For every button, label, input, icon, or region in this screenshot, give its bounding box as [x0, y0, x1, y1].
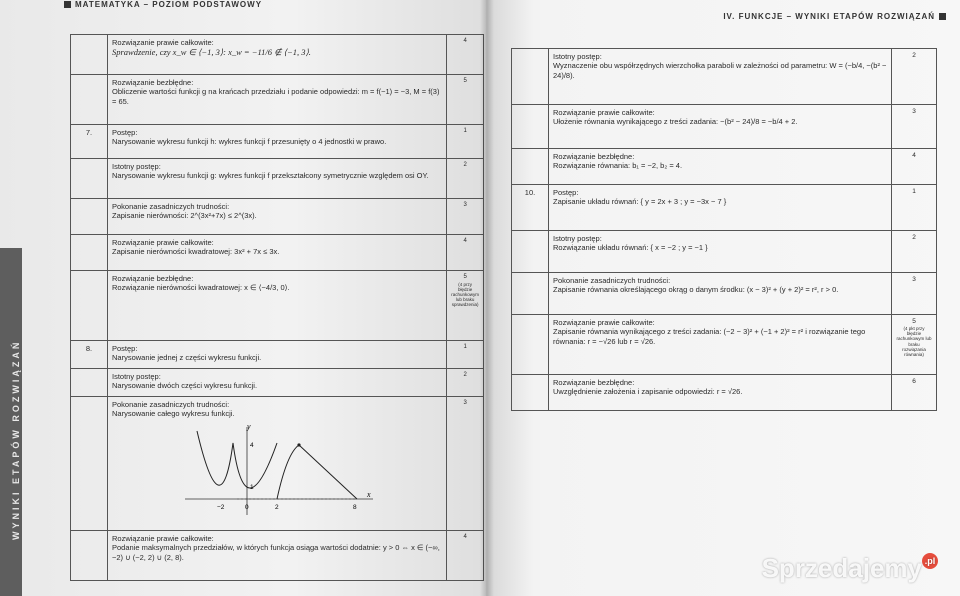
x-tick-label: 0 — [245, 503, 249, 511]
row-text: Zapisanie nierówności kwadratowej: 3x² + 7x ≤ 3x. — [112, 247, 280, 257]
row-title: Rozwiązanie bezbłędne: — [553, 152, 635, 161]
row-content — [549, 273, 892, 315]
table-row — [71, 199, 484, 235]
table-row — [71, 341, 484, 369]
row-title: Rozwiązanie prawie całkowite: — [112, 534, 214, 543]
right-header: IV. FUNKCJE – WYNIKI ETAPÓW ROZWIĄZAŃ — [723, 12, 950, 21]
row-points: 1 — [447, 341, 484, 369]
row-content — [549, 375, 892, 411]
row-points: 4 — [447, 531, 484, 581]
graph-curve-middle — [277, 445, 299, 499]
table-row — [512, 231, 937, 273]
table-row — [512, 149, 937, 185]
graph-point — [298, 443, 301, 446]
x-tick-label: 2 — [275, 503, 279, 511]
row-text: Zapisanie układu równań: { y = 2x + 3 ; y = −3x − 7 } — [553, 197, 727, 207]
y-tick-label: 4 — [250, 441, 254, 449]
task-number — [512, 49, 549, 105]
row-points: 4 — [447, 235, 484, 271]
table-row — [512, 375, 937, 411]
row-points: 1 — [447, 125, 484, 159]
table-row — [512, 185, 937, 231]
task-number — [512, 315, 549, 375]
right-page — [486, 0, 960, 596]
task-number — [512, 149, 549, 185]
task-number — [71, 159, 108, 199]
row-points: 3 — [447, 397, 484, 531]
row-points — [892, 315, 937, 375]
row-text: Narysowanie jednej z części wykresu funkcji. — [112, 353, 262, 363]
table-row — [512, 49, 937, 105]
row-title: Rozwiązanie bezbłędne: — [112, 274, 194, 283]
row-text: Narysowanie wykresu funkcji g: wykres funkcji f przekształcony symetrycznie względem osi OY. — [112, 171, 429, 181]
row-points: 4 — [447, 35, 484, 75]
row-content — [108, 199, 447, 235]
task-number — [512, 105, 549, 149]
table-row — [71, 159, 484, 199]
row-title: Istotny postęp: — [112, 372, 161, 381]
watermark: Sprzedajemy .pl — [762, 553, 938, 584]
table-row — [71, 235, 484, 271]
row-points — [447, 271, 484, 341]
table-row — [512, 315, 937, 375]
row-content — [108, 235, 447, 271]
row-points: 5 — [447, 75, 484, 125]
book-gutter — [480, 0, 494, 596]
row-text: Podanie maksymalnych przedziałów, w których funkcja osiąga wartości dodatnie: y > 0 ⇔ x ∈ (−∞, −2) ∪ (−2, 2) ∪ (2, 8). — [112, 543, 440, 562]
task-number — [71, 271, 108, 341]
row-title: Istotny postęp: — [553, 52, 602, 61]
row-title: Postęp: — [112, 128, 138, 137]
row-text: Narysowanie dwóch części wykresu funkcji. — [112, 381, 258, 391]
row-text: Rozwiązanie układu równań: { x = −2 ; y = −1 } — [553, 243, 708, 253]
function-graph — [177, 423, 377, 519]
left-header: MATEMATYKA – POZIOM PODSTAWOWY — [60, 0, 262, 9]
x-tick-label: −2 — [217, 503, 225, 511]
table-row — [71, 369, 484, 397]
row-text: Uwzględnienie założenia i zapisanie odpowiedzi: r = √26. — [553, 387, 743, 397]
table-row — [71, 75, 484, 125]
row-title: Rozwiązanie bezbłędne: — [553, 378, 635, 387]
table-row — [71, 531, 484, 581]
row-content — [549, 185, 892, 231]
points-value: 5 — [463, 274, 467, 280]
left-solution-table — [70, 34, 484, 581]
row-content — [108, 75, 447, 125]
row-text: Zapisanie równania wynikającego z treści zadania: (−2 − 3)² + (−1 + 2)² = r² i rozwiązanie tego równania: r = −√26 lub r = √26. — [553, 327, 866, 346]
task-number — [71, 531, 108, 581]
row-text: Rozwiązanie nierówności kwadratowej: x ∈ ⟨−4/3, 0⟩. — [112, 283, 290, 293]
row-content — [108, 159, 447, 199]
row-text: Narysowanie wykresu funkcji h: wykres funkcji f przesunięty o 4 jednostki w prawo. — [112, 137, 387, 147]
row-points: 1 — [892, 185, 937, 231]
y-axis-label: y — [247, 422, 251, 431]
row-title: Postęp: — [553, 188, 579, 197]
x-tick-label: 8 — [353, 503, 357, 511]
row-text: Sprawdzenie, czy x_w ∈ ⟨−1, 3⟩: x_w = −11/6 ∉ ⟨−1, 3⟩. — [112, 47, 311, 58]
row-text: Rozwiązanie równania: b₁ = −2, b₂ = 4. — [553, 161, 683, 171]
row-title: Rozwiązanie prawie całkowite: — [112, 38, 214, 47]
task-number — [512, 273, 549, 315]
table-row — [71, 271, 484, 341]
row-content — [108, 125, 447, 159]
points-value: 5 — [912, 318, 916, 325]
row-content — [108, 35, 447, 75]
row-title: Pokonanie zasadniczych trudności: — [553, 276, 671, 285]
task-number — [71, 75, 108, 125]
task-number — [71, 397, 108, 531]
x-axis-label: x — [367, 489, 371, 499]
row-content — [108, 369, 447, 397]
task-number — [512, 231, 549, 273]
table-row — [512, 105, 937, 149]
row-content — [549, 49, 892, 105]
row-points: 3 — [447, 199, 484, 235]
right-solution-table — [511, 48, 937, 411]
row-points: 4 — [892, 149, 937, 185]
row-title: Rozwiązanie bezbłędne: — [112, 78, 194, 87]
row-text: Narysowanie całego wykresu funkcji. — [112, 409, 235, 419]
row-text: Zapisanie równania określającego okrąg o danym środku: (x − 3)² + (y + 2)² = r², r > 0. — [553, 285, 839, 295]
row-points: 6 — [892, 375, 937, 411]
row-points: 2 — [447, 159, 484, 199]
task-number — [71, 199, 108, 235]
row-points: 2 — [447, 369, 484, 397]
row-content — [108, 397, 447, 531]
task-number: 10. — [512, 185, 549, 231]
task-number: 8. — [71, 341, 108, 369]
graph-curve-left — [197, 431, 277, 488]
row-title: Postęp: — [112, 344, 138, 353]
row-text: Zapisanie nierówności: 2^(3x²+7x) ≤ 2^(3x). — [112, 211, 257, 221]
row-title: Rozwiązanie prawie całkowite: — [112, 238, 214, 247]
row-content — [549, 231, 892, 273]
row-content — [108, 531, 447, 581]
points-note: (4 pkt przy błędzie rachunkowym lub braku rozwiązania równania) — [896, 326, 932, 357]
y-tick-label: 1 — [250, 483, 254, 491]
side-tab-label: WYNIKI ETAPÓW ROZWIĄZAŃ — [11, 339, 21, 540]
row-title: Pokonanie zasadniczych trudności: — [112, 202, 230, 211]
row-title: Rozwiązanie prawie całkowite: — [553, 108, 655, 117]
task-number — [71, 235, 108, 271]
task-number: 7. — [71, 125, 108, 159]
row-points: 2 — [892, 231, 937, 273]
header-square-icon — [939, 13, 946, 20]
task-number — [71, 35, 108, 75]
table-row — [71, 35, 484, 75]
watermark-badge: .pl — [922, 553, 938, 569]
row-content — [549, 315, 892, 375]
row-content — [108, 271, 447, 341]
row-points: 2 — [892, 49, 937, 105]
row-content — [549, 105, 892, 149]
row-content — [549, 149, 892, 185]
row-title: Istotny postęp: — [553, 234, 602, 243]
row-title: Rozwiązanie prawie całkowite: — [553, 318, 655, 327]
row-points: 3 — [892, 105, 937, 149]
task-number — [71, 369, 108, 397]
points-note: (4 przy błędzie rachunkowym lub braku sprawdzenia) — [451, 281, 479, 308]
row-content — [108, 341, 447, 369]
task-number — [512, 375, 549, 411]
row-title: Istotny postęp: — [112, 162, 161, 171]
row-title: Pokonanie zasadniczych trudności: — [112, 400, 230, 409]
graph-line-right — [299, 445, 357, 499]
table-row — [71, 125, 484, 159]
row-points: 3 — [892, 273, 937, 315]
row-text: Ułożenie równania wynikającego z treści zadania: −(b² − 24)/8 = −b/4 + 2. — [553, 117, 798, 127]
header-square-icon — [64, 1, 71, 8]
row-text: Wyznaczenie obu współrzędnych wierzchołka paraboli w zależności od parametru: W = (−b/4, −(b² − 24)/8). — [553, 61, 887, 80]
table-row — [512, 273, 937, 315]
row-text: Obliczenie wartości funkcji g na krańcach przedziału i podanie odpowiedzi: m = f(−1) = −3, M = f(3) = 65. — [112, 87, 440, 106]
table-row — [71, 397, 484, 531]
